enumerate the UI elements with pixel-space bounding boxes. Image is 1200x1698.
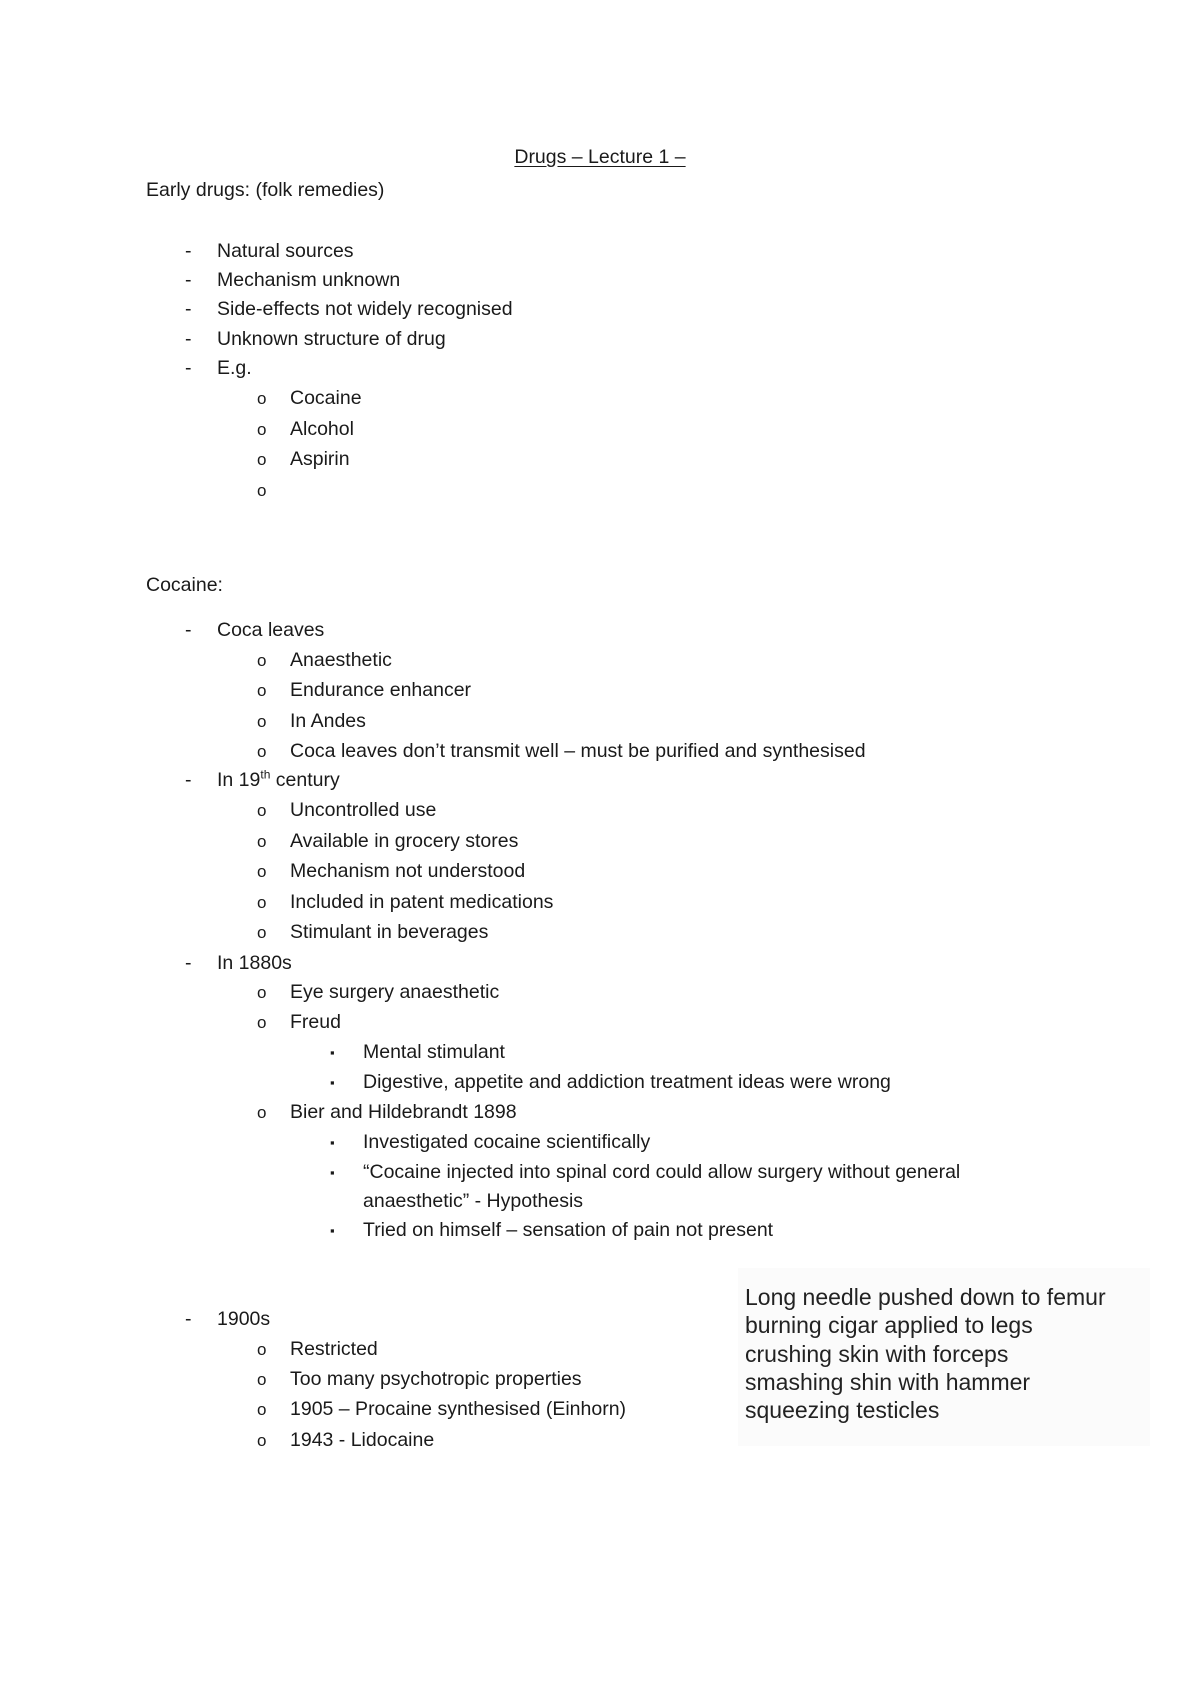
square-bullet: ▪ <box>330 1223 335 1238</box>
circle-bullet: o <box>257 742 267 761</box>
circle-bullet: o <box>257 801 267 820</box>
sub-list-item: Alcohol <box>290 418 354 440</box>
square-bullet: ▪ <box>330 1165 335 1180</box>
dash-bullet: - <box>185 769 192 791</box>
sub-sub-list-item-continuation: anaesthetic” - Hypothesis <box>363 1190 584 1212</box>
dash-bullet: - <box>185 619 192 641</box>
circle-bullet: o <box>257 832 267 851</box>
sub-list-item: In Andes <box>290 710 366 732</box>
circle-bullet: o <box>257 1431 267 1450</box>
list-item: 1900s <box>217 1308 271 1330</box>
pasted-note-line: squeezing testicles <box>745 1397 940 1423</box>
pasted-note-line: Long needle pushed down to femur <box>745 1284 1106 1310</box>
circle-bullet: o <box>257 923 267 942</box>
dash-bullet: - <box>185 298 192 320</box>
dash-bullet: - <box>185 1308 192 1330</box>
circle-bullet: o <box>257 1400 267 1419</box>
dash-bullet: - <box>185 328 192 350</box>
sub-list-item: Eye surgery anaesthetic <box>290 981 500 1003</box>
circle-bullet: o <box>257 983 267 1002</box>
sub-list-item: Bier and Hildebrandt 1898 <box>290 1101 517 1123</box>
list-item-text: In 19 <box>217 769 261 791</box>
circle-bullet: o <box>257 1340 267 1359</box>
sub-sub-list-item: Tried on himself – sensation of pain not present <box>363 1219 774 1241</box>
ordinal-superscript: th <box>260 767 271 782</box>
dash-bullet: - <box>185 357 192 379</box>
sub-list-item: Uncontrolled use <box>290 799 437 821</box>
circle-bullet: o <box>257 651 267 670</box>
sub-list-item: 1943 - Lidocaine <box>290 1429 435 1451</box>
list-item <box>217 768 340 792</box>
sub-list-item: Stimulant in beverages <box>290 921 489 943</box>
square-bullet: ▪ <box>330 1045 335 1060</box>
dash-bullet: - <box>185 269 192 291</box>
section-heading-early-drugs: Early drugs: (folk remedies) <box>146 179 385 201</box>
sub-list-item: Cocaine <box>290 387 362 409</box>
circle-bullet: o <box>257 481 267 500</box>
circle-bullet: o <box>257 1013 267 1032</box>
circle-bullet: o <box>257 420 267 439</box>
sub-list-item: Aspirin <box>290 448 350 470</box>
section-heading-cocaine: Cocaine: <box>146 574 223 596</box>
circle-bullet: o <box>257 1103 267 1122</box>
sub-list-item: Anaesthetic <box>290 649 392 671</box>
circle-bullet: o <box>257 712 267 731</box>
sub-list-item: Too many psychotropic properties <box>290 1368 582 1390</box>
sub-list-item: Mechanism not understood <box>290 860 526 882</box>
sub-list-item: Endurance enhancer <box>290 679 472 701</box>
sub-list-item: 1905 – Procaine synthesised (Einhorn) <box>290 1398 627 1420</box>
circle-bullet: o <box>257 681 267 700</box>
list-item: Natural sources <box>217 240 354 262</box>
document-title: Drugs – Lecture 1 – <box>514 146 686 168</box>
dash-bullet: - <box>185 952 192 974</box>
circle-bullet: o <box>257 389 267 408</box>
list-item: Side-effects not widely recognised <box>217 298 513 320</box>
sub-sub-list-item: “Cocaine injected into spinal cord could allow surgery without general <box>363 1161 961 1183</box>
sub-list-item: Restricted <box>290 1338 378 1360</box>
circle-bullet: o <box>257 1370 267 1389</box>
circle-bullet: o <box>257 893 267 912</box>
circle-bullet: o <box>257 862 267 881</box>
list-item: E.g. <box>217 357 252 379</box>
sub-sub-list-item: Mental stimulant <box>363 1041 505 1063</box>
list-item: In 1880s <box>217 952 292 974</box>
square-bullet: ▪ <box>330 1135 335 1150</box>
list-item: Unknown structure of drug <box>217 328 446 350</box>
square-bullet: ▪ <box>330 1075 335 1090</box>
circle-bullet: o <box>257 450 267 469</box>
sub-list-item: Freud <box>290 1011 341 1033</box>
sub-list-item: Coca leaves don’t transmit well – must be purified and synthesised <box>290 740 866 762</box>
sub-list-item: Included in patent medications <box>290 891 554 913</box>
sub-sub-list-item: Investigated cocaine scientifically <box>363 1131 651 1153</box>
pasted-note-line: crushing skin with forceps <box>745 1341 1009 1367</box>
pasted-note-line: smashing shin with hammer <box>745 1369 1031 1395</box>
list-item-text: century <box>270 769 340 791</box>
sub-list-item: Available in grocery stores <box>290 830 519 852</box>
dash-bullet: - <box>185 240 192 262</box>
sub-sub-list-item: Digestive, appetite and addiction treatment ideas were wrong <box>363 1071 891 1093</box>
list-item: Mechanism unknown <box>217 269 401 291</box>
pasted-note-line: burning cigar applied to legs <box>745 1312 1033 1338</box>
list-item: Coca leaves <box>217 619 325 641</box>
